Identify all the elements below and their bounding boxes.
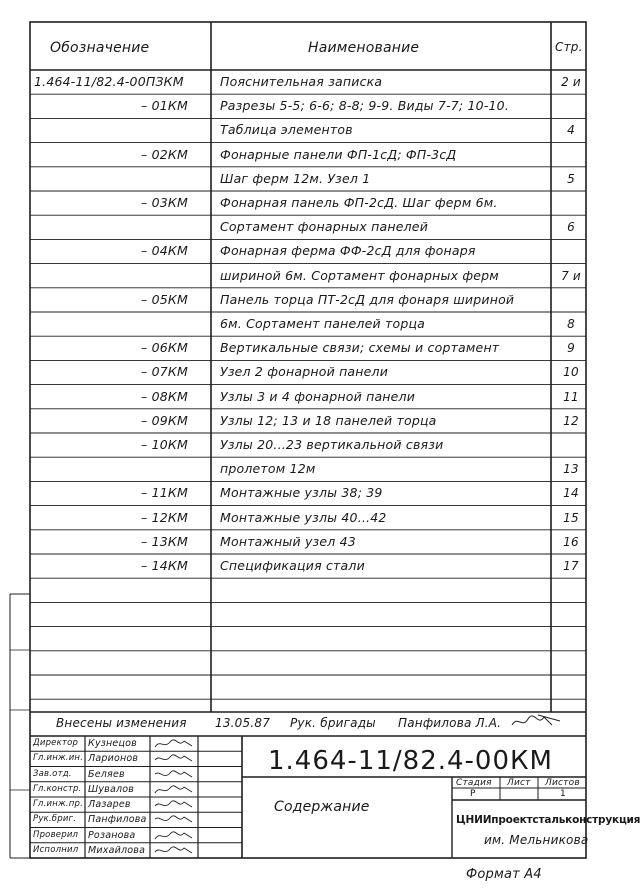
row-name: Узел 2 фонарной панели — [220, 364, 389, 380]
row-page: 15 — [563, 510, 579, 525]
sheets-label: Листов — [545, 778, 580, 788]
signature-role: Рук.бриг. — [33, 814, 77, 825]
row-name: Шаг ферм 12м. Узел 1 — [220, 170, 371, 186]
row-name: Фонарные панели ФП-1сД; ФП-3сД — [220, 146, 457, 162]
signature-name: Михайлова — [88, 844, 146, 856]
changes-signature — [508, 711, 568, 731]
row-name: Фонарная панель ФП-2сД. Шаг ферм 6м. — [220, 195, 498, 210]
row-designation: – 05КМ — [141, 291, 188, 307]
row-designation: – 06КМ — [141, 340, 188, 356]
signature-name: Розанова — [88, 829, 136, 841]
row-name: Вертикальные связи; схемы и сортамент — [220, 340, 500, 356]
row-designation: – 07КМ — [141, 364, 188, 380]
row-name: шириной 6м. Сортамент фонарных ферм — [220, 267, 499, 283]
signature-name: Кузнецов — [88, 738, 137, 749]
signature-name: Панфилова — [88, 814, 147, 826]
row-page: 10 — [563, 365, 579, 380]
signature-name: Шувалов — [88, 783, 135, 795]
changes-note-date: 13.05.87 — [215, 716, 271, 730]
signature-role: Директор — [33, 738, 79, 748]
organization-subtitle: им. Мельникова — [484, 833, 589, 847]
signature-role: Зав.отд. — [33, 768, 72, 779]
signature-name: Беляев — [88, 768, 125, 780]
row-page: 4 — [567, 123, 575, 138]
row-page: 12 — [563, 413, 579, 428]
row-designation: – 11КМ — [141, 485, 188, 501]
changes-note-role: Рук. бригады — [290, 716, 376, 730]
row-designation: – 08КМ — [141, 388, 188, 404]
row-designation: – 10КМ — [141, 437, 188, 452]
row-name: Узлы 3 и 4 фонарной панели — [220, 388, 416, 404]
row-designation: – 04КМ — [141, 243, 188, 259]
row-page: 2 и — [561, 75, 581, 89]
handwritten-signature — [152, 737, 198, 751]
page-column-header: Стр. — [555, 40, 583, 54]
row-name: Фонарная ферма ФФ-2сД для фонаря — [220, 243, 476, 259]
row-designation: – 14КМ — [141, 558, 188, 573]
designation-column-header: Обозначение — [50, 40, 150, 56]
row-page: 8 — [567, 317, 575, 331]
changes-note-person: Панфилова Л.А. — [398, 716, 502, 730]
row-name: 6м. Сортамент панелей торца — [220, 316, 426, 331]
row-page: 11 — [563, 389, 579, 404]
row-page: 5 — [567, 171, 575, 186]
signature-name: Ларионов — [88, 753, 139, 765]
row-designation: 1.464-11/82.4-00ПЗКМ — [34, 74, 184, 89]
row-name: Монтажный узел 43 — [220, 533, 356, 549]
row-name: Монтажные узлы 40...42 — [220, 509, 387, 525]
sheets-value: 1 — [560, 789, 566, 799]
row-page: 17 — [563, 559, 579, 573]
handwritten-signature — [152, 783, 198, 797]
handwritten-signature — [152, 829, 198, 843]
handwritten-signature — [152, 768, 198, 782]
format-label: Формат А4 — [466, 867, 542, 882]
handwritten-signature — [152, 844, 198, 858]
row-page: 6 — [567, 220, 575, 235]
row-name: пролетом 12м — [220, 461, 316, 477]
row-designation: – 12КМ — [141, 509, 188, 525]
stage-value: Р — [470, 789, 476, 799]
document-title: Содержание — [274, 799, 370, 815]
row-name: Узлы 20...23 вертикальной связи — [220, 437, 444, 452]
signature-role: Исполнил — [33, 844, 79, 855]
row-designation: – 01КМ — [141, 98, 188, 114]
row-page: 7 и — [561, 268, 581, 283]
row-name: Монтажные узлы 38; 39 — [220, 485, 383, 501]
name-column-header: Наименование — [308, 40, 420, 56]
stage-label: Стадия — [456, 778, 492, 788]
signature-role: Гл.констр. — [33, 783, 82, 794]
row-name: Разрезы 5-5; 6-6; 8-8; 9-9. Виды 7-7; 10-10. — [220, 98, 510, 114]
sheet-label: Лист — [507, 778, 531, 788]
row-name: Таблица элементов — [220, 122, 353, 138]
document-code: 1.464-11/82.4-00КМ — [268, 746, 553, 776]
row-designation: – 03КМ — [141, 195, 188, 210]
row-name: Сортамент фонарных панелей — [220, 219, 429, 235]
changes-note-label: Внесены изменения — [56, 716, 187, 730]
row-designation: – 13КМ — [141, 533, 188, 549]
signature-role: Гл.инж.ин. — [33, 753, 84, 764]
row-name: Пояснительная записка — [220, 74, 383, 89]
row-name: Панель торца ПТ-2сД для фонаря шириной — [220, 291, 515, 307]
row-page: 13 — [563, 462, 579, 477]
row-page: 9 — [567, 341, 575, 356]
signature-role: Гл.инж.пр. — [33, 799, 83, 809]
row-designation: – 02КМ — [141, 146, 188, 162]
organization-name: ЦНИИпроектстальконструкция — [456, 814, 640, 826]
handwritten-signature — [152, 798, 198, 812]
signature-role: Проверил — [33, 829, 79, 840]
row-designation: – 09КМ — [141, 412, 188, 428]
signature-name: Лазарев — [88, 799, 131, 810]
row-page: 14 — [563, 486, 579, 501]
handwritten-signature — [152, 752, 198, 766]
handwritten-signature — [152, 813, 198, 827]
row-name: Спецификация стали — [220, 558, 365, 573]
row-page: 16 — [563, 534, 579, 549]
row-name: Узлы 12; 13 и 18 панелей торца — [220, 412, 437, 428]
